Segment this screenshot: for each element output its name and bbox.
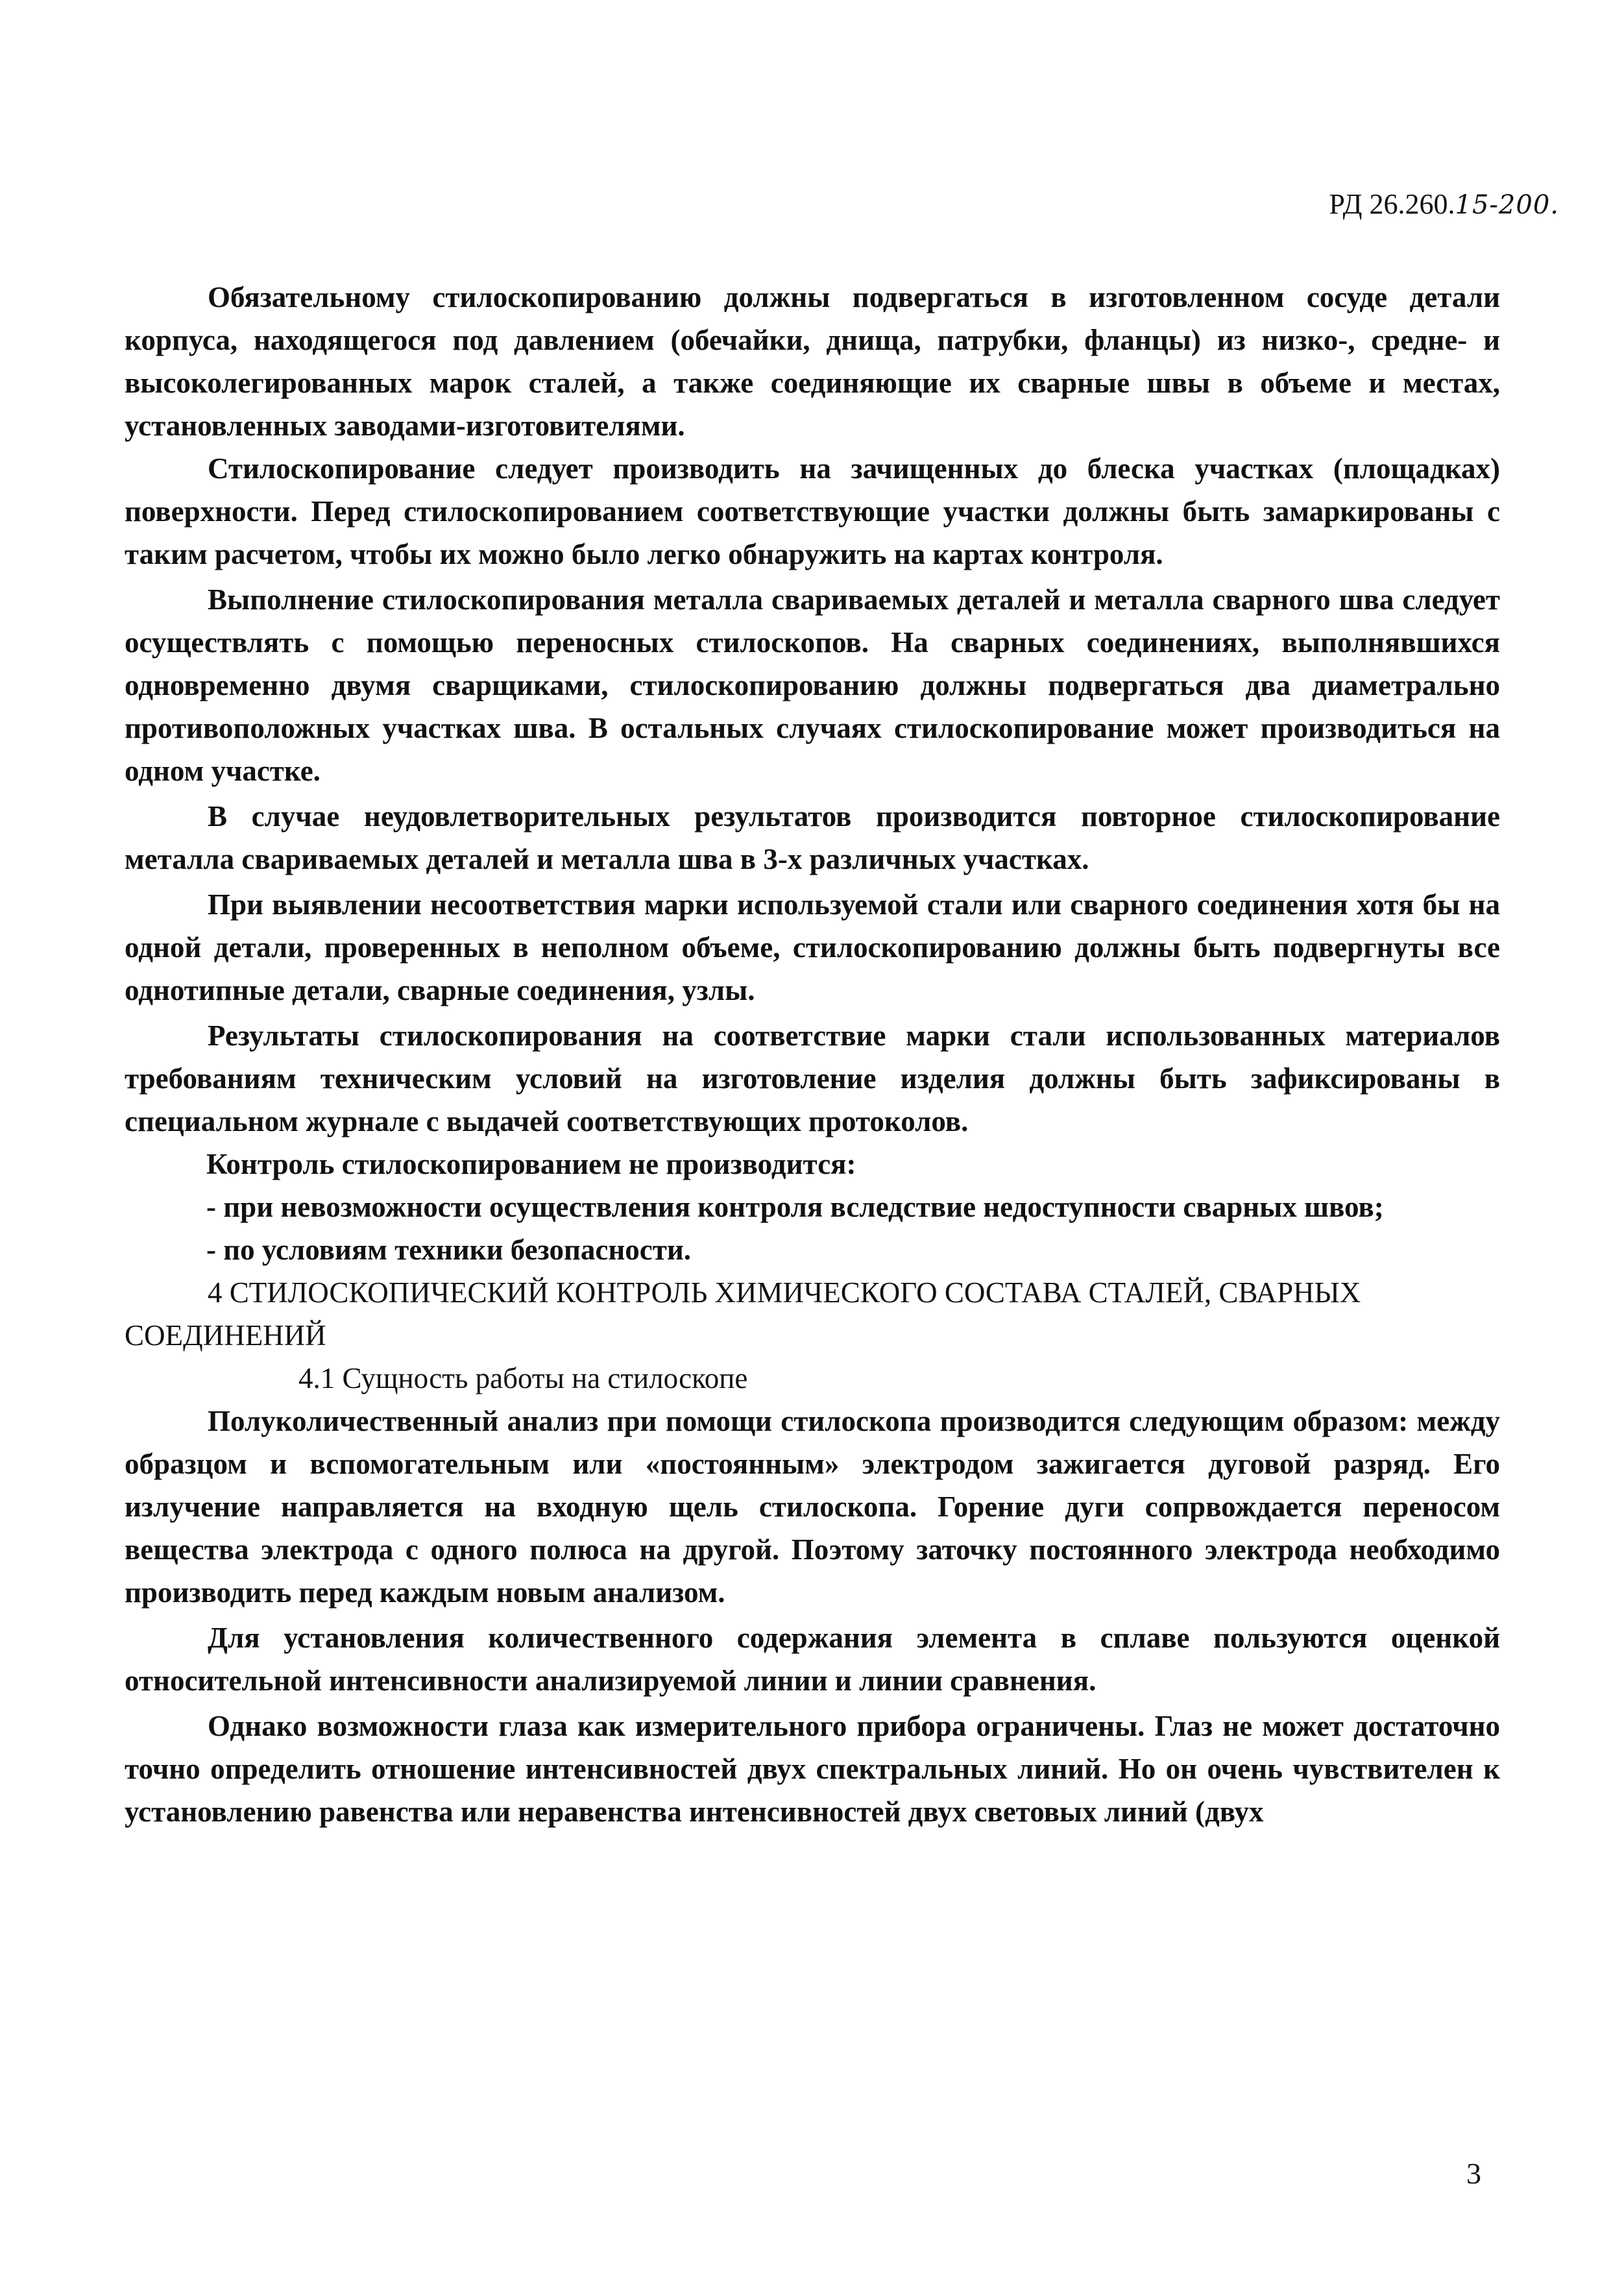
- list-item-safety: - по условиям техники безопасности.: [206, 1234, 692, 1266]
- paragraph-results-record: Результаты стилоскопирования на соответствие марки стали использованных материалов требованиям техническим условий на изготовление изделия должны быть зафиксированы в специальном журнале с выдачей соответствующих протоколов.: [125, 1019, 1500, 1137]
- paragraph-relative-intensity: Для установления количественного содержания элемента в сплаве пользуются оценкой относительной интенсивности анализируемой линии и линии сравнения.: [125, 1622, 1500, 1697]
- list-intro: Контроль стилоскопированием не производится:: [206, 1148, 856, 1180]
- section-heading: 4 СТИЛОСКОПИЧЕСКИЙ КОНТРОЛЬ ХИМИЧЕСКОГО СОСТАВА СТАЛЕЙ, СВАРНЫХ СОЕДИНЕНИЙ: [125, 1276, 1361, 1352]
- paragraph-mandatory-styloscopy: Обязательному стилоскопированию должны подвергаться в изготовленном сосуде детали корпуса, находящегося под давлением (обечайки, днища, патрубки, фланцы) из низко-, средне- и высоколегированных марок сталей, а также соединяющие их сварные швы в объеме и местах, установленных заводами-изготовителями.: [125, 281, 1500, 442]
- paragraph-semiquantitative-analysis: Полуколичественный анализ при помощи стилоскопа производится следующим образом: между образцом и вспомогательным или «постоянным» электродом зажигается дуговой разряд. Его излучение направляется на входную щель стилоскопа. Горение дуги сопрвождается переносом вещества электрода с одного полюса на другой. Поэтому заточку постоянного электрода необходимо производить перед каждым новым анализом.: [125, 1405, 1500, 1609]
- paragraph-nonconformity: При выявлении несоответствия марки используемой стали или сварного соединения хотя бы на одной детали, проверенных в неполном объеме, стилоскопированию должны быть подвергнуты все однотипные детали, сварные соединения, узлы.: [125, 888, 1500, 1006]
- paragraph-portable-styloscopes: Выполнение стилоскопирования металла свариваемых деталей и металла сварного шва следует осуществлять с помощью переносных стилоскопов. На сварных соединениях, выполнявшихся одновременно двумя сварщиками, стилоскопированию должны подвергаться два диаметрально противоположных участках шва. В остальных случаях стилоскопирование может производиться на одном участке.: [125, 583, 1500, 787]
- document-code-header: [1329, 186, 1559, 224]
- list-item-inaccessible: - при невозможности осуществления контроля вследствие недоступности сварных швов;: [206, 1191, 1384, 1223]
- paragraph-surface-preparation: Стилоскопирование следует производить на зачищенных до блеска участках (площадках) поверхности. Перед стилоскопированием соответствующие участки должны быть замаркированы с таким расчетом, чтобы их можно было легко обнаружить на картах контроля.: [125, 452, 1500, 570]
- paragraph-repeat-testing: В случае неудовлетворительных результатов производится повторное стилоскопирование металла свариваемых деталей и металла шва в 3-х различных участках.: [125, 800, 1500, 875]
- subsection-heading: 4.1 Сущность работы на стилоскопе: [298, 1362, 748, 1394]
- document-code: РД 26.260.: [1329, 188, 1455, 220]
- document-body: [125, 276, 1500, 1833]
- paragraph-eye-limitations: Однако возможности глаза как измерительного прибора ограничены. Глаз не может достаточно точно определить отношение интенсивностей двух спектральных линий. Но он очень чувствителен к установлению равенства или неравенства интенсивностей двух световых линий (двух: [125, 1710, 1500, 1828]
- page-number: 3: [1466, 2157, 1481, 2190]
- handwritten-number: 15-200.: [1455, 190, 1559, 220]
